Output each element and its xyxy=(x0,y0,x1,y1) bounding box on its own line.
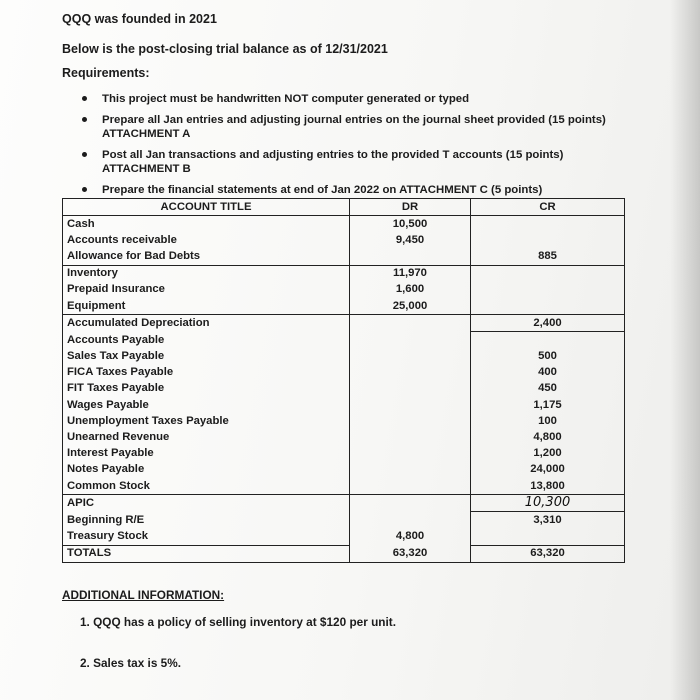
additional-info-item: 2. Sales tax is 5%. xyxy=(80,656,181,670)
trial-balance-table xyxy=(62,198,625,563)
bullet-icon xyxy=(82,152,87,157)
requirements-list xyxy=(78,92,618,203)
handwritten-apic-value: 10,300 xyxy=(524,495,571,511)
table-row: Accounts Payable xyxy=(63,332,625,349)
dr-header: DR xyxy=(350,199,471,216)
totals-row: TOTALS 63,320 63,320 xyxy=(63,545,625,562)
table-row: Cash 10,500 xyxy=(63,216,625,233)
table-row: FIT Taxes Payable 450 xyxy=(63,381,625,397)
table-row: Inventory 11,970 xyxy=(63,265,625,282)
table-row: FICA Taxes Payable 400 xyxy=(63,365,625,381)
table-row: Allowance for Bad Debts 885 xyxy=(63,248,625,265)
table-row: Accumulated Depreciation 2,400 xyxy=(63,315,625,332)
table-row: Common Stock 13,800 xyxy=(63,478,625,495)
table-row: Wages Payable 1,175 xyxy=(63,397,625,413)
table-row: Equipment 25,000 xyxy=(63,298,625,315)
requirement-item: Prepare the financial statements at end of Jan 2022 on ATTACHMENT C (5 points) xyxy=(78,183,618,198)
requirement-item: Prepare all Jan entries and adjusting journal entries on the journal sheet provided (15 points) ATTACHMENT A xyxy=(78,113,618,142)
bullet-icon xyxy=(82,96,87,101)
table-row: Prepaid Insurance 1,600 xyxy=(63,282,625,298)
page-shadow-edge xyxy=(670,0,700,700)
cr-header: CR xyxy=(471,199,625,216)
account-title-header: ACCOUNT TITLE xyxy=(63,199,350,216)
bullet-icon xyxy=(82,117,87,122)
table-row: APIC 10,300 xyxy=(63,495,625,512)
additional-info-item: 1. QQQ has a policy of selling inventory at $120 per unit. xyxy=(80,615,396,629)
table-row: Unemployment Taxes Payable 100 xyxy=(63,413,625,429)
table-row: Accounts receivable 9,450 xyxy=(63,232,625,248)
table-row: Notes Payable 24,000 xyxy=(63,462,625,478)
table-row: Unearned Revenue 4,800 xyxy=(63,429,625,445)
additional-info-heading: ADDITIONAL INFORMATION: xyxy=(62,588,225,602)
requirement-item: Post all Jan transactions and adjusting entries to the provided T accounts (15 points) ATTACHMENT B xyxy=(78,148,618,177)
founded-line: QQQ was founded in 2021 xyxy=(62,12,217,26)
requirements-heading: Requirements: xyxy=(62,66,150,80)
trial-balance-intro: Below is the post-closing trial balance as of 12/31/2021 xyxy=(62,42,388,56)
table-row: Sales Tax Payable 500 xyxy=(63,349,625,365)
table-row: Treasury Stock 4,800 xyxy=(63,529,625,546)
requirement-item: This project must be handwritten NOT computer generated or typed xyxy=(78,92,618,107)
table-header-row xyxy=(63,199,625,216)
table-row: Interest Payable 1,200 xyxy=(63,446,625,462)
bullet-icon xyxy=(82,187,87,192)
table-row: Beginning R/E 3,310 xyxy=(63,512,625,529)
